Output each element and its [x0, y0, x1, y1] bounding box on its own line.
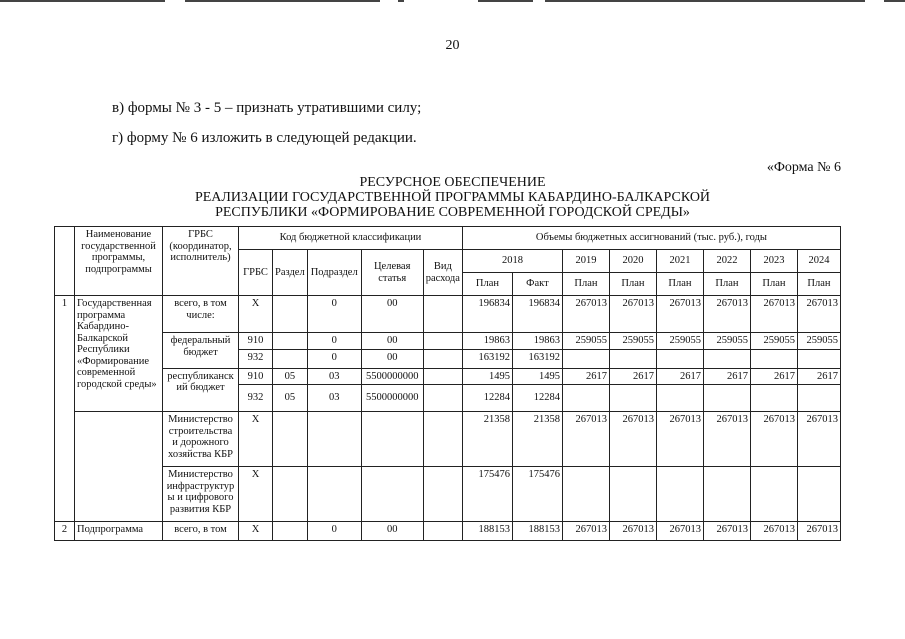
celevaya-cell: 00 — [361, 296, 423, 333]
value-2024-cell: 259055 — [797, 333, 840, 350]
header-podrazdel: Подраздел — [307, 250, 361, 296]
scan-top-line — [478, 0, 533, 2]
value-2024-cell: 267013 — [797, 522, 840, 541]
razdel-cell — [273, 412, 308, 467]
fact-2018-cell: 21358 — [512, 412, 562, 467]
table-row — [55, 412, 841, 467]
value-2021-cell: 259055 — [656, 333, 703, 350]
header-celevaya: Целевая статья — [361, 250, 423, 296]
value-2020-cell: 267013 — [609, 522, 656, 541]
plan-2018-cell: 1495 — [462, 368, 512, 385]
value-2022-cell: 267013 — [703, 522, 750, 541]
value-2021-cell: 267013 — [656, 296, 703, 333]
celevaya-cell: 00 — [361, 522, 423, 541]
value-2022-cell — [703, 385, 750, 412]
program-name: Подпрограмма — [75, 522, 163, 541]
header-grbs-exec: ГРБС (координатор, исполнитель) — [163, 227, 239, 296]
header-grbs: ГРБС — [239, 250, 273, 296]
value-2020-cell — [609, 385, 656, 412]
value-2023-cell — [750, 385, 797, 412]
value-2021-cell — [656, 385, 703, 412]
vid-cell — [423, 368, 462, 385]
vid-cell — [423, 296, 462, 333]
executor-cell: Министерство строительства и дорожного хозяйства КБР — [163, 412, 239, 467]
podrazdel-cell: 03 — [307, 385, 361, 412]
value-2024-cell: 267013 — [797, 296, 840, 333]
celevaya-cell: 00 — [361, 333, 423, 350]
value-2022-cell: 267013 — [703, 412, 750, 467]
plan-2018-cell: 188153 — [462, 522, 512, 541]
value-2024-cell — [797, 385, 840, 412]
value-2022-cell — [703, 467, 750, 522]
value-2023-cell: 2617 — [750, 368, 797, 385]
plan-2018-cell: 21358 — [462, 412, 512, 467]
scan-top-line — [185, 0, 380, 2]
celevaya-cell: 5500000000 — [361, 385, 423, 412]
value-2019-cell — [562, 467, 609, 522]
podrazdel-cell: 03 — [307, 368, 361, 385]
plan-2018-cell: 163192 — [462, 349, 512, 368]
grbs-cell: Х — [239, 412, 273, 467]
fact-2018-cell: 175476 — [512, 467, 562, 522]
vid-cell — [423, 385, 462, 412]
value-2019-cell: 267013 — [562, 412, 609, 467]
grbs-cell: 910 — [239, 333, 273, 350]
podrazdel-cell — [307, 412, 361, 467]
grbs-cell: Х — [239, 296, 273, 333]
vid-cell — [423, 467, 462, 522]
header-plan: План — [750, 273, 797, 296]
razdel-cell — [273, 467, 308, 522]
value-2023-cell: 267013 — [750, 296, 797, 333]
razdel-cell — [273, 333, 308, 350]
form-reference: «Форма № 6 — [766, 160, 841, 175]
header-year-2021: 2021 — [656, 250, 703, 273]
header-plan: План — [562, 273, 609, 296]
value-2021-cell: 2617 — [656, 368, 703, 385]
vid-cell — [423, 333, 462, 350]
executor-cell: республиканск ий бюджет — [163, 368, 239, 412]
fact-2018-cell: 12284 — [512, 385, 562, 412]
value-2019-cell: 267013 — [562, 296, 609, 333]
value-2022-cell — [703, 349, 750, 368]
table-row — [55, 467, 841, 522]
header-plan: План — [797, 273, 840, 296]
podrazdel-cell — [307, 467, 361, 522]
fact-2018-cell: 163192 — [512, 349, 562, 368]
header-plan: План — [462, 273, 512, 296]
plan-2018-cell: 19863 — [462, 333, 512, 350]
program-name: Государственная программа Кабардино-Балкарской Республики «Формирование современной городской среды» — [75, 296, 163, 412]
podrazdel-cell: 0 — [307, 522, 361, 541]
page-number: 20 — [445, 38, 460, 53]
header-plan: План — [703, 273, 750, 296]
plan-2018-cell: 196834 — [462, 296, 512, 333]
title-line-1: РЕСУРСНОЕ ОБЕСПЕЧЕНИЕ — [359, 175, 546, 190]
value-2020-cell: 259055 — [609, 333, 656, 350]
fact-2018-cell: 19863 — [512, 333, 562, 350]
executor-cell: Министерство инфраструктур ы и цифрового развития КБР — [163, 467, 239, 522]
scan-top-line — [398, 0, 404, 2]
vid-cell — [423, 522, 462, 541]
podrazdel-cell: 0 — [307, 296, 361, 333]
value-2024-cell — [797, 349, 840, 368]
value-2023-cell — [750, 349, 797, 368]
razdel-cell: 05 — [273, 368, 308, 385]
header-row-1 — [55, 227, 841, 250]
header-year-2019: 2019 — [562, 250, 609, 273]
value-2019-cell — [562, 349, 609, 368]
celevaya-cell — [361, 467, 423, 522]
header-year-2024: 2024 — [797, 250, 840, 273]
plan-2018-cell: 12284 — [462, 385, 512, 412]
value-2021-cell: 267013 — [656, 522, 703, 541]
value-2020-cell: 267013 — [609, 296, 656, 333]
executor-cell: федеральный бюджет — [163, 333, 239, 369]
header-year-2020: 2020 — [609, 250, 656, 273]
value-2020-cell — [609, 349, 656, 368]
value-2020-cell: 2617 — [609, 368, 656, 385]
value-2019-cell — [562, 385, 609, 412]
paragraph-g: г) форму № 6 изложить в следующей редакции. — [112, 130, 417, 146]
header-name: Наименование государственной программы, подпрограммы — [75, 227, 163, 296]
title-line-3: РЕСПУБЛИКИ «ФОРМИРОВАНИЕ СОВРЕМЕННОЙ ГОРОДСКОЙ СРЕДЫ» — [215, 205, 690, 220]
value-2023-cell: 267013 — [750, 412, 797, 467]
header-razdel: Раздел — [273, 250, 308, 296]
value-2024-cell — [797, 467, 840, 522]
razdel-cell: 05 — [273, 385, 308, 412]
value-2024-cell: 2617 — [797, 368, 840, 385]
table-row — [55, 296, 841, 333]
razdel-cell — [273, 349, 308, 368]
scan-top-line — [0, 0, 165, 2]
celevaya-cell: 00 — [361, 349, 423, 368]
value-2021-cell — [656, 467, 703, 522]
header-plan: План — [609, 273, 656, 296]
header-year-2018: 2018 — [462, 250, 562, 273]
value-2020-cell: 267013 — [609, 412, 656, 467]
header-plan: План — [656, 273, 703, 296]
table-row — [55, 368, 841, 385]
celevaya-cell — [361, 412, 423, 467]
grbs-cell: 932 — [239, 385, 273, 412]
grbs-cell: Х — [239, 522, 273, 541]
value-2021-cell — [656, 349, 703, 368]
fact-2018-cell: 1495 — [512, 368, 562, 385]
value-2022-cell: 259055 — [703, 333, 750, 350]
plan-2018-cell: 175476 — [462, 467, 512, 522]
header-volumes: Объемы бюджетных ассигнований (тыс. руб.), годы — [462, 227, 840, 250]
value-2024-cell: 267013 — [797, 412, 840, 467]
title-line-2: РЕАЛИЗАЦИИ ГОСУДАРСТВЕННОЙ ПРОГРАММЫ КАБАРДИНО-БАЛКАРСКОЙ — [194, 190, 711, 205]
vid-cell — [423, 349, 462, 368]
podrazdel-cell: 0 — [307, 333, 361, 350]
budget-table — [54, 226, 841, 541]
table-row — [55, 333, 841, 350]
scan-top-line — [545, 0, 865, 2]
celevaya-cell: 5500000000 — [361, 368, 423, 385]
value-2020-cell — [609, 467, 656, 522]
value-2023-cell: 259055 — [750, 333, 797, 350]
value-2023-cell — [750, 467, 797, 522]
value-2021-cell: 267013 — [656, 412, 703, 467]
fact-2018-cell: 188153 — [512, 522, 562, 541]
header-year-2022: 2022 — [703, 250, 750, 273]
paragraph-v: в) формы № 3 - 5 – признать утратившими силу; — [112, 100, 422, 116]
program-name-continued — [75, 412, 163, 522]
value-2019-cell: 259055 — [562, 333, 609, 350]
header-year-2023: 2023 — [750, 250, 797, 273]
row-number: 2 — [55, 522, 75, 541]
value-2022-cell: 267013 — [703, 296, 750, 333]
executor-cell: всего, в том числе: — [163, 296, 239, 333]
value-2023-cell: 267013 — [750, 522, 797, 541]
grbs-cell: 910 — [239, 368, 273, 385]
executor-cell: всего, в том — [163, 522, 239, 541]
row-number: 1 — [55, 296, 75, 522]
razdel-cell — [273, 522, 308, 541]
table-row — [55, 522, 841, 541]
document-title — [0, 175, 905, 220]
value-2022-cell: 2617 — [703, 368, 750, 385]
value-2019-cell: 2617 — [562, 368, 609, 385]
grbs-cell: Х — [239, 467, 273, 522]
scan-top-line — [884, 0, 905, 2]
header-bcc: Код бюджетной классификации — [239, 227, 463, 250]
podrazdel-cell: 0 — [307, 349, 361, 368]
vid-cell — [423, 412, 462, 467]
razdel-cell — [273, 296, 308, 333]
grbs-cell: 932 — [239, 349, 273, 368]
header-vid: Вид расхода — [423, 250, 462, 296]
fact-2018-cell: 196834 — [512, 296, 562, 333]
header-fact: Факт — [512, 273, 562, 296]
value-2019-cell: 267013 — [562, 522, 609, 541]
